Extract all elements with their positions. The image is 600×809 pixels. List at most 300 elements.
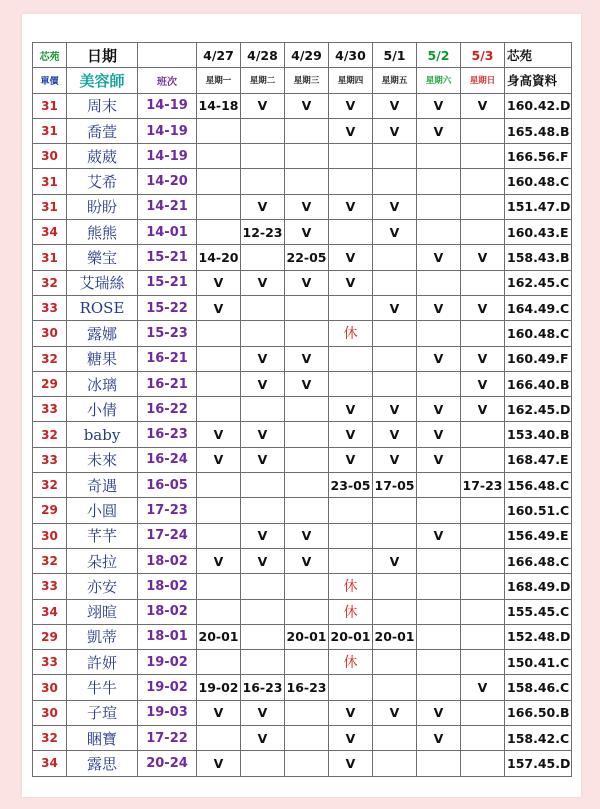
day-cell: V — [285, 93, 329, 118]
day-cell: V — [285, 220, 329, 245]
day-cell — [417, 675, 461, 700]
day-cell — [417, 321, 461, 346]
day-cell: V — [197, 270, 241, 295]
day-cell: V — [373, 447, 417, 472]
day-cell: V — [329, 397, 373, 422]
day-cell: V — [329, 726, 373, 751]
day-cell — [373, 523, 417, 548]
day-cell: 19-02 — [197, 675, 241, 700]
day-cell: V — [373, 700, 417, 725]
day-cell: V — [461, 295, 505, 320]
day-cell — [197, 523, 241, 548]
day-cell — [373, 498, 417, 523]
day-cell — [329, 523, 373, 548]
day-cell — [417, 574, 461, 599]
day-cell — [329, 548, 373, 573]
day-cell: V — [417, 397, 461, 422]
day-cell — [285, 397, 329, 422]
day-cell — [241, 295, 285, 320]
profile-cell: 160.48.C — [505, 321, 572, 346]
day-cell: 20-01 — [373, 624, 417, 649]
table-row — [33, 93, 572, 118]
day-cell: 20-01 — [197, 624, 241, 649]
unit-price-cell: 34 — [33, 220, 67, 245]
shift-cell: 19-02 — [138, 650, 197, 675]
day-cell — [373, 599, 417, 624]
shift-cell: 18-02 — [138, 599, 197, 624]
day-cell — [285, 599, 329, 624]
table-row — [33, 599, 572, 624]
day-cell — [417, 194, 461, 219]
day-cell — [197, 118, 241, 143]
profile-cell: 153.40.B — [505, 422, 572, 447]
date-header: 5/2 — [417, 43, 461, 68]
stylist-name-cell: 糖果 — [67, 346, 138, 371]
shift-cell: 14-20 — [138, 169, 197, 194]
profile-cell: 160.43.E — [505, 220, 572, 245]
stylist-name-cell: 小倩 — [67, 397, 138, 422]
day-cell — [461, 447, 505, 472]
header-row-dates — [33, 43, 572, 68]
stylist-name-cell: 許妍 — [67, 650, 138, 675]
day-cell — [373, 574, 417, 599]
profile-cell: 166.40.B — [505, 371, 572, 396]
day-cell — [373, 371, 417, 396]
day-cell — [373, 726, 417, 751]
day-cell — [197, 321, 241, 346]
shift-cell: 18-02 — [138, 574, 197, 599]
day-cell — [241, 498, 285, 523]
day-cell: 休 — [329, 574, 373, 599]
day-cell: V — [197, 295, 241, 320]
day-cell: V — [197, 548, 241, 573]
shift-cell: 14-19 — [138, 93, 197, 118]
day-cell: 休 — [329, 650, 373, 675]
unit-price-cell: 32 — [33, 473, 67, 498]
day-cell: V — [329, 700, 373, 725]
shift-cell: 15-22 — [138, 295, 197, 320]
profile-cell: 155.45.C — [505, 599, 572, 624]
stylist-name-cell: baby — [67, 422, 138, 447]
profile-cell: 160.49.F — [505, 346, 572, 371]
profile-cell: 151.47.D — [505, 194, 572, 219]
day-cell — [285, 751, 329, 776]
table-row — [33, 548, 572, 573]
profile-cell: 157.45.D — [505, 751, 572, 776]
day-cell: V — [241, 447, 285, 472]
day-cell: V — [373, 93, 417, 118]
stylist-name-cell: 亦安 — [67, 574, 138, 599]
profile-cell: 162.45.D — [505, 397, 572, 422]
day-cell — [197, 346, 241, 371]
day-cell: V — [241, 523, 285, 548]
shift-cell: 20-24 — [138, 751, 197, 776]
stylist-name-cell: 冰璃 — [67, 371, 138, 396]
table-row — [33, 751, 572, 776]
day-cell — [373, 270, 417, 295]
shift-cell: 15-21 — [138, 245, 197, 270]
day-cell: V — [197, 751, 241, 776]
day-cell — [417, 270, 461, 295]
day-cell: V — [329, 118, 373, 143]
shift-cell: 16-22 — [138, 397, 197, 422]
table-row — [33, 194, 572, 219]
day-cell — [241, 397, 285, 422]
profile-cell: 158.46.C — [505, 675, 572, 700]
profile-cell: 160.48.C — [505, 169, 572, 194]
stylist-name-cell: 睏寶 — [67, 726, 138, 751]
unit-price-cell: 33 — [33, 447, 67, 472]
unit-price-cell: 31 — [33, 194, 67, 219]
day-cell: V — [373, 194, 417, 219]
day-cell: V — [241, 726, 285, 751]
stylist-name-cell: 露思 — [67, 751, 138, 776]
day-cell — [329, 675, 373, 700]
profile-cell: 152.48.D — [505, 624, 572, 649]
day-cell: V — [417, 93, 461, 118]
day-cell — [417, 371, 461, 396]
day-cell: V — [329, 751, 373, 776]
shift-cell: 16-05 — [138, 473, 197, 498]
unit-price-cell: 31 — [33, 93, 67, 118]
day-cell — [329, 371, 373, 396]
table-row — [33, 447, 572, 472]
day-cell — [197, 144, 241, 169]
day-cell — [461, 498, 505, 523]
unit-price-cell: 31 — [33, 118, 67, 143]
stylist-name-cell: 朵拉 — [67, 548, 138, 573]
day-cell: V — [461, 371, 505, 396]
day-cell — [373, 675, 417, 700]
unit-price-cell: 33 — [33, 295, 67, 320]
table-row — [33, 245, 572, 270]
day-cell — [329, 169, 373, 194]
day-cell — [241, 473, 285, 498]
day-cell: V — [373, 295, 417, 320]
day-cell: 14-18 — [197, 93, 241, 118]
day-cell: V — [417, 726, 461, 751]
unit-price-cell: 33 — [33, 650, 67, 675]
day-cell — [417, 220, 461, 245]
day-cell — [461, 144, 505, 169]
table-row — [33, 574, 572, 599]
stylist-name-cell: 凱蒂 — [67, 624, 138, 649]
day-cell — [417, 169, 461, 194]
shift-cell: 18-02 — [138, 548, 197, 573]
day-cell: 16-23 — [241, 675, 285, 700]
day-cell — [461, 700, 505, 725]
unit-price-label: 單價 — [33, 68, 67, 93]
day-cell — [417, 548, 461, 573]
stylist-name-cell: 翊暄 — [67, 599, 138, 624]
day-cell — [285, 144, 329, 169]
day-cell: V — [285, 548, 329, 573]
schedule-sheet — [22, 14, 581, 797]
day-cell: 22-05 — [285, 245, 329, 270]
date-label: 日期 — [67, 43, 138, 68]
stylist-name-cell: 熊熊 — [67, 220, 138, 245]
weekday-header: 星期一 — [197, 68, 241, 93]
shift-cell: 17-23 — [138, 498, 197, 523]
day-cell — [285, 726, 329, 751]
table-row — [33, 498, 572, 523]
day-cell — [461, 650, 505, 675]
day-cell — [461, 726, 505, 751]
table-row — [33, 321, 572, 346]
day-cell — [461, 751, 505, 776]
day-cell — [461, 624, 505, 649]
day-cell — [285, 574, 329, 599]
day-cell — [197, 194, 241, 219]
day-cell: 14-20 — [197, 245, 241, 270]
profile-cell: 165.48.B — [505, 118, 572, 143]
unit-price-cell: 32 — [33, 548, 67, 573]
profile-cell: 156.48.C — [505, 473, 572, 498]
profile-cell: 156.49.E — [505, 523, 572, 548]
table-row — [33, 169, 572, 194]
day-cell: 休 — [329, 321, 373, 346]
unit-price-cell: 29 — [33, 498, 67, 523]
stylist-name-cell: 艾希 — [67, 169, 138, 194]
profile-cell: 166.48.C — [505, 548, 572, 573]
brand-label: 芯苑 — [33, 43, 67, 68]
day-cell: V — [285, 270, 329, 295]
stylist-name-cell: 牛牛 — [67, 675, 138, 700]
profile-cell: 158.43.B — [505, 245, 572, 270]
day-cell: V — [417, 422, 461, 447]
day-cell — [417, 650, 461, 675]
day-cell — [461, 574, 505, 599]
table-row — [33, 422, 572, 447]
day-cell — [241, 245, 285, 270]
table-row — [33, 144, 572, 169]
weekday-header: 星期日 — [461, 68, 505, 93]
day-cell — [329, 144, 373, 169]
day-cell: V — [197, 447, 241, 472]
day-cell: V — [417, 245, 461, 270]
day-cell — [285, 169, 329, 194]
day-cell — [417, 144, 461, 169]
day-cell — [373, 751, 417, 776]
table-row — [33, 371, 572, 396]
profile-label: 身高資料 — [505, 68, 572, 93]
unit-price-cell: 33 — [33, 397, 67, 422]
unit-price-cell: 34 — [33, 751, 67, 776]
weekday-header: 星期三 — [285, 68, 329, 93]
shift-cell: 14-19 — [138, 144, 197, 169]
header-blank — [138, 43, 197, 68]
shift-cell: 14-19 — [138, 118, 197, 143]
day-cell: V — [329, 245, 373, 270]
day-cell — [285, 700, 329, 725]
schedule-table — [32, 42, 572, 777]
day-cell — [373, 169, 417, 194]
day-cell — [285, 447, 329, 472]
day-cell: 17-05 — [373, 473, 417, 498]
day-cell — [285, 321, 329, 346]
stylist-name-cell: 子瑄 — [67, 700, 138, 725]
day-cell — [373, 144, 417, 169]
table-row — [33, 270, 572, 295]
profile-cell: 166.50.B — [505, 700, 572, 725]
profile-cell: 168.49.D — [505, 574, 572, 599]
unit-price-cell: 30 — [33, 700, 67, 725]
shift-cell: 17-24 — [138, 523, 197, 548]
day-cell: V — [373, 397, 417, 422]
date-header: 4/29 — [285, 43, 329, 68]
unit-price-cell: 31 — [33, 245, 67, 270]
table-row — [33, 397, 572, 422]
day-cell: 20-01 — [285, 624, 329, 649]
day-cell: V — [241, 371, 285, 396]
stylist-name-cell: 葳葳 — [67, 144, 138, 169]
day-cell — [417, 751, 461, 776]
table-row — [33, 675, 572, 700]
unit-price-cell: 30 — [33, 144, 67, 169]
day-cell: V — [417, 118, 461, 143]
day-cell — [197, 650, 241, 675]
day-cell — [461, 270, 505, 295]
day-cell: V — [285, 371, 329, 396]
day-cell — [461, 599, 505, 624]
day-cell — [241, 144, 285, 169]
day-cell — [197, 498, 241, 523]
day-cell: V — [329, 194, 373, 219]
shift-cell: 19-03 — [138, 700, 197, 725]
profile-cell: 166.56.F — [505, 144, 572, 169]
profile-cell: 160.42.D — [505, 93, 572, 118]
profile-cell: 160.51.C — [505, 498, 572, 523]
stylist-name-cell: 艾瑞絲 — [67, 270, 138, 295]
unit-price-cell: 30 — [33, 523, 67, 548]
shift-cell: 16-21 — [138, 346, 197, 371]
unit-price-cell: 30 — [33, 675, 67, 700]
shift-cell: 14-01 — [138, 220, 197, 245]
stylist-label: 美容師 — [67, 68, 138, 93]
day-cell: 16-23 — [285, 675, 329, 700]
day-cell: V — [461, 675, 505, 700]
table-row — [33, 726, 572, 751]
shift-cell: 16-23 — [138, 422, 197, 447]
stylist-name-cell: ROSE — [67, 295, 138, 320]
day-cell — [241, 624, 285, 649]
stylist-name-cell: 奇遇 — [67, 473, 138, 498]
day-cell — [285, 650, 329, 675]
day-cell — [241, 751, 285, 776]
day-cell — [461, 220, 505, 245]
day-cell: V — [373, 422, 417, 447]
day-cell: V — [461, 346, 505, 371]
day-cell: V — [417, 295, 461, 320]
shift-cell: 19-02 — [138, 675, 197, 700]
weekday-header: 星期四 — [329, 68, 373, 93]
shift-cell: 15-23 — [138, 321, 197, 346]
date-header: 5/1 — [373, 43, 417, 68]
day-cell — [197, 397, 241, 422]
shift-cell: 18-01 — [138, 624, 197, 649]
table-row — [33, 346, 572, 371]
stylist-name-cell: 周末 — [67, 93, 138, 118]
unit-price-cell: 33 — [33, 574, 67, 599]
day-cell — [197, 473, 241, 498]
day-cell — [241, 169, 285, 194]
day-cell — [417, 498, 461, 523]
profile-cell: 164.49.C — [505, 295, 572, 320]
unit-price-cell: 31 — [33, 169, 67, 194]
day-cell — [461, 118, 505, 143]
day-cell — [241, 599, 285, 624]
weekday-header: 星期五 — [373, 68, 417, 93]
day-cell — [461, 422, 505, 447]
day-cell — [417, 473, 461, 498]
unit-price-cell: 32 — [33, 422, 67, 447]
brand-label-right: 芯苑 — [505, 43, 572, 68]
day-cell — [197, 574, 241, 599]
day-cell: V — [285, 346, 329, 371]
shift-cell: 14-21 — [138, 194, 197, 219]
day-cell: V — [373, 220, 417, 245]
day-cell: V — [461, 93, 505, 118]
day-cell: V — [461, 397, 505, 422]
stylist-name-cell: 露娜 — [67, 321, 138, 346]
profile-cell: 158.42.C — [505, 726, 572, 751]
day-cell: V — [329, 93, 373, 118]
shift-cell: 16-24 — [138, 447, 197, 472]
date-header: 4/30 — [329, 43, 373, 68]
table-row — [33, 220, 572, 245]
day-cell: V — [241, 194, 285, 219]
profile-cell: 168.47.E — [505, 447, 572, 472]
day-cell: 23-05 — [329, 473, 373, 498]
table-row — [33, 118, 572, 143]
day-cell: V — [417, 346, 461, 371]
day-cell — [417, 599, 461, 624]
shift-cell: 17-22 — [138, 726, 197, 751]
day-cell: V — [241, 93, 285, 118]
table-row — [33, 295, 572, 320]
day-cell: V — [285, 523, 329, 548]
profile-cell: 150.41.C — [505, 650, 572, 675]
day-cell — [461, 169, 505, 194]
stylist-name-cell: 芊芊 — [67, 523, 138, 548]
day-cell — [329, 295, 373, 320]
day-cell — [461, 321, 505, 346]
date-header: 4/27 — [197, 43, 241, 68]
day-cell: V — [329, 447, 373, 472]
date-header: 5/3 — [461, 43, 505, 68]
day-cell — [241, 574, 285, 599]
day-cell — [285, 498, 329, 523]
unit-price-cell: 32 — [33, 726, 67, 751]
stylist-name-cell: 喬萱 — [67, 118, 138, 143]
day-cell: 休 — [329, 599, 373, 624]
table-row — [33, 624, 572, 649]
unit-price-cell: 29 — [33, 371, 67, 396]
unit-price-cell: 29 — [33, 624, 67, 649]
day-cell: V — [197, 700, 241, 725]
unit-price-cell: 30 — [33, 321, 67, 346]
stylist-name-cell: 未來 — [67, 447, 138, 472]
day-cell: V — [417, 447, 461, 472]
day-cell — [197, 220, 241, 245]
day-cell: V — [241, 270, 285, 295]
unit-price-cell: 32 — [33, 270, 67, 295]
day-cell: V — [241, 700, 285, 725]
day-cell: 12-23 — [241, 220, 285, 245]
day-cell: V — [329, 422, 373, 447]
stylist-name-cell: 盼盼 — [67, 194, 138, 219]
day-cell: V — [241, 548, 285, 573]
